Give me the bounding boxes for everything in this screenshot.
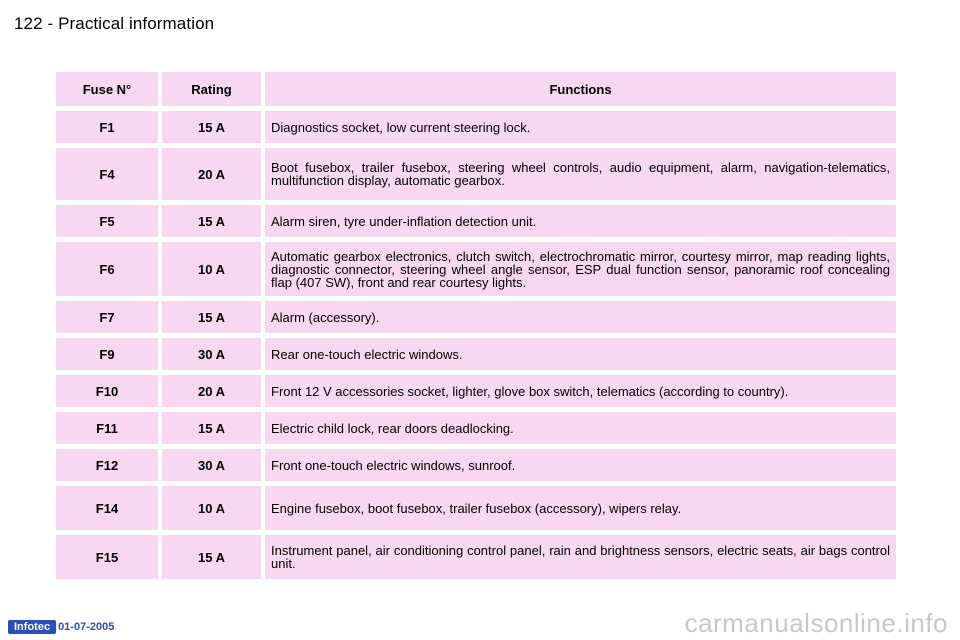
functions-cell: Alarm (accessory). — [265, 301, 896, 333]
rating-cell: 15 A — [162, 205, 261, 237]
rating-cell: 15 A — [162, 301, 261, 333]
header-rating: Rating — [162, 72, 261, 106]
functions-cell: Diagnostics socket, low current steering lock. — [265, 111, 896, 143]
rating-cell: 20 A — [162, 375, 261, 407]
table-header-row — [56, 72, 896, 106]
rating-cell: 10 A — [162, 486, 261, 530]
rating-cell: 15 A — [162, 535, 261, 579]
fuse-number-cell: F10 — [56, 375, 158, 407]
fuse-number-cell: F9 — [56, 338, 158, 370]
rating-cell: 15 A — [162, 111, 261, 143]
table-row — [56, 375, 896, 407]
table-row — [56, 535, 896, 579]
rating-cell: 20 A — [162, 148, 261, 200]
rating-cell: 15 A — [162, 412, 261, 444]
table-row — [56, 301, 896, 333]
infotec-logo: Infotec — [8, 620, 56, 634]
table-row — [56, 205, 896, 237]
functions-cell: Engine fusebox, boot fusebox, trailer fusebox (accessory), wipers relay. — [265, 486, 896, 530]
table-row — [56, 242, 896, 296]
fuse-number-cell: F6 — [56, 242, 158, 296]
table-row — [56, 449, 896, 481]
functions-cell: Boot fusebox, trailer fusebox, steering wheel controls, audio equipment, alarm, navigation-telematics, multifunction display, automatic gearbox. — [265, 148, 896, 200]
header-functions: Functions — [265, 72, 896, 106]
table-row — [56, 148, 896, 200]
functions-cell: Instrument panel, air conditioning control panel, rain and brightness sensors, electric seats, air bags control unit. — [265, 535, 896, 579]
table-row — [56, 412, 896, 444]
functions-cell: Automatic gearbox electronics, clutch switch, electrochromatic mirror, courtesy mirror, map reading lights, diagnostic connector, steering wheel angle sensor, ESP dual function sensor, panoramic roof concealing flap (407 SW), front and rear courtesy lights. — [265, 242, 896, 296]
functions-cell: Alarm siren, tyre under-inflation detection unit. — [265, 205, 896, 237]
footer — [8, 620, 114, 634]
rating-cell: 30 A — [162, 449, 261, 481]
functions-cell: Rear one-touch electric windows. — [265, 338, 896, 370]
fuse-number-cell: F1 — [56, 111, 158, 143]
fuse-number-cell: F7 — [56, 301, 158, 333]
functions-cell: Front one-touch electric windows, sunroof. — [265, 449, 896, 481]
table-row — [56, 111, 896, 143]
footer-date: 01-07-2005 — [58, 621, 115, 633]
table-row — [56, 338, 896, 370]
fuse-number-cell: F11 — [56, 412, 158, 444]
fuse-number-cell: F14 — [56, 486, 158, 530]
functions-cell: Front 12 V accessories socket, lighter, glove box switch, telematics (according to country). — [265, 375, 896, 407]
rating-cell: 10 A — [162, 242, 261, 296]
table-body — [56, 111, 896, 579]
functions-cell: Electric child lock, rear doors deadlocking. — [265, 412, 896, 444]
fuse-number-cell: F15 — [56, 535, 158, 579]
page-title: 122 - Practical information — [14, 14, 215, 33]
rating-cell: 30 A — [162, 338, 261, 370]
fuse-number-cell: F12 — [56, 449, 158, 481]
fuse-number-cell: F4 — [56, 148, 158, 200]
fuse-number-cell: F5 — [56, 205, 158, 237]
header-fuse-number: Fuse N° — [56, 72, 158, 106]
table-row — [56, 486, 896, 530]
fuse-table — [52, 67, 900, 584]
watermark: carmanualsonline.info — [684, 608, 948, 638]
